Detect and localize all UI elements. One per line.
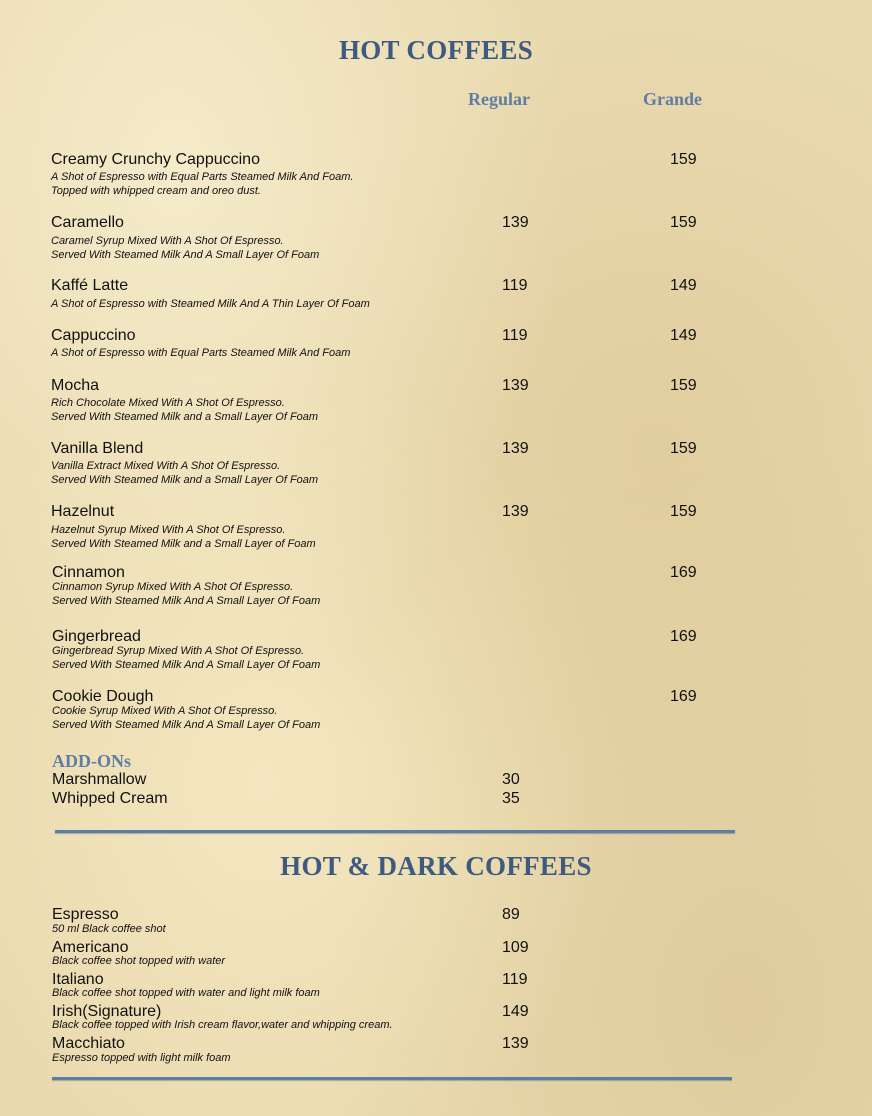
item-price: 89 [502,906,520,923]
price-grande: 149 [670,277,697,294]
item-description: A Shot of Espresso with Steamed Milk And A Thin Layer Of Foam [51,298,370,310]
addon-name: Marshmallow [52,771,147,788]
addon-name: Whipped Cream [52,790,168,807]
item-description: Topped with whipped cream and oreo dust. [51,185,261,197]
section-divider [52,1077,732,1080]
item-price: 139 [502,1035,529,1052]
item-description: Served With Steamed Milk and a Small Layer Of Foam [51,474,319,486]
item-description: Cinnamon Syrup Mixed With A Shot Of Espresso. [52,581,294,593]
item-name: Mocha [51,377,100,394]
item-description: Served With Steamed Milk and a Small Layer of Foam [51,538,316,550]
price-grande: 169 [670,688,697,705]
price-regular: 119 [502,327,528,344]
price-grande: 159 [670,151,697,168]
price-grande: 159 [670,503,697,520]
addon-price: 30 [502,771,520,788]
item-name: Gingerbread [52,628,141,645]
item-price: 119 [502,971,528,988]
price-regular: 119 [502,277,528,294]
price-grande: 159 [670,214,697,231]
item-name: Italiano [52,971,104,988]
item-description: Served With Steamed Milk And A Small Layer Of Foam [52,659,321,671]
section-title-hot-dark-coffees: HOT & DARK COFFEES [280,851,592,881]
item-description: A Shot of Espresso with Equal Parts Steamed Milk And Foam [51,347,351,359]
price-grande: 169 [670,628,697,645]
item-description: Cookie Syrup Mixed With A Shot Of Espresso. [52,705,278,717]
item-name: Irish(Signature) [52,1003,162,1020]
item-description: Rich Chocolate Mixed With A Shot Of Espresso. [51,397,285,409]
item-name: Cappuccino [51,327,136,344]
item-name: Espresso [52,906,119,923]
price-regular: 139 [502,503,529,520]
addon-price: 35 [502,790,520,807]
section-divider [55,830,735,833]
section-title-hot-coffees: HOT COFFEES [338,35,534,65]
price-grande: 159 [670,440,697,457]
item-name: Vanilla Blend [51,440,144,457]
item-description: Gingerbread Syrup Mixed With A Shot Of Espresso. [52,645,305,657]
item-name: Creamy Crunchy Cappuccino [51,151,260,168]
item-description: Black coffee shot topped with water [52,955,226,967]
item-name: Caramello [51,214,124,231]
item-description: Espresso topped with light milk foam [52,1052,231,1064]
item-description: Served With Steamed Milk And A Small Layer Of Foam [52,595,321,607]
item-name: Americano [52,939,129,956]
item-description: Served With Steamed Milk And A Small Layer Of Foam [52,719,321,731]
item-name: Kaffé Latte [51,277,129,294]
item-name: Macchiato [52,1035,125,1052]
item-name: Hazelnut [51,503,115,520]
item-description: Served With Steamed Milk and a Small Layer Of Foam [51,411,319,423]
item-name: Cinnamon [52,564,125,581]
item-description: Hazelnut Syrup Mixed With A Shot Of Espresso. [51,524,286,536]
item-description: Black coffee shot topped with water and light milk foam [52,987,320,999]
item-description: Served With Steamed Milk And A Small Layer Of Foam [51,249,320,261]
item-description: Caramel Syrup Mixed With A Shot Of Espresso. [51,235,284,247]
item-description: 50 ml Black coffee shot [52,923,166,935]
item-description: Black coffee topped with Irish cream flavor,water and whipping cream. [52,1019,393,1031]
price-grande: 169 [670,564,697,581]
addons-heading: ADD-ONs [52,751,131,771]
price-regular: 139 [502,440,529,457]
item-price: 149 [502,1003,529,1020]
item-description: A Shot of Espresso with Equal Parts Steamed Milk And Foam. [51,171,354,183]
price-grande: 149 [670,327,697,344]
price-regular: 139 [502,214,529,231]
price-regular: 139 [502,377,529,394]
column-header-regular: Regular [468,89,530,109]
column-header-grande: Grande [643,89,703,109]
item-price: 109 [502,939,529,956]
price-grande: 159 [670,377,697,394]
item-name: Cookie Dough [52,688,154,705]
item-description: Vanilla Extract Mixed With A Shot Of Espresso. [51,460,281,472]
